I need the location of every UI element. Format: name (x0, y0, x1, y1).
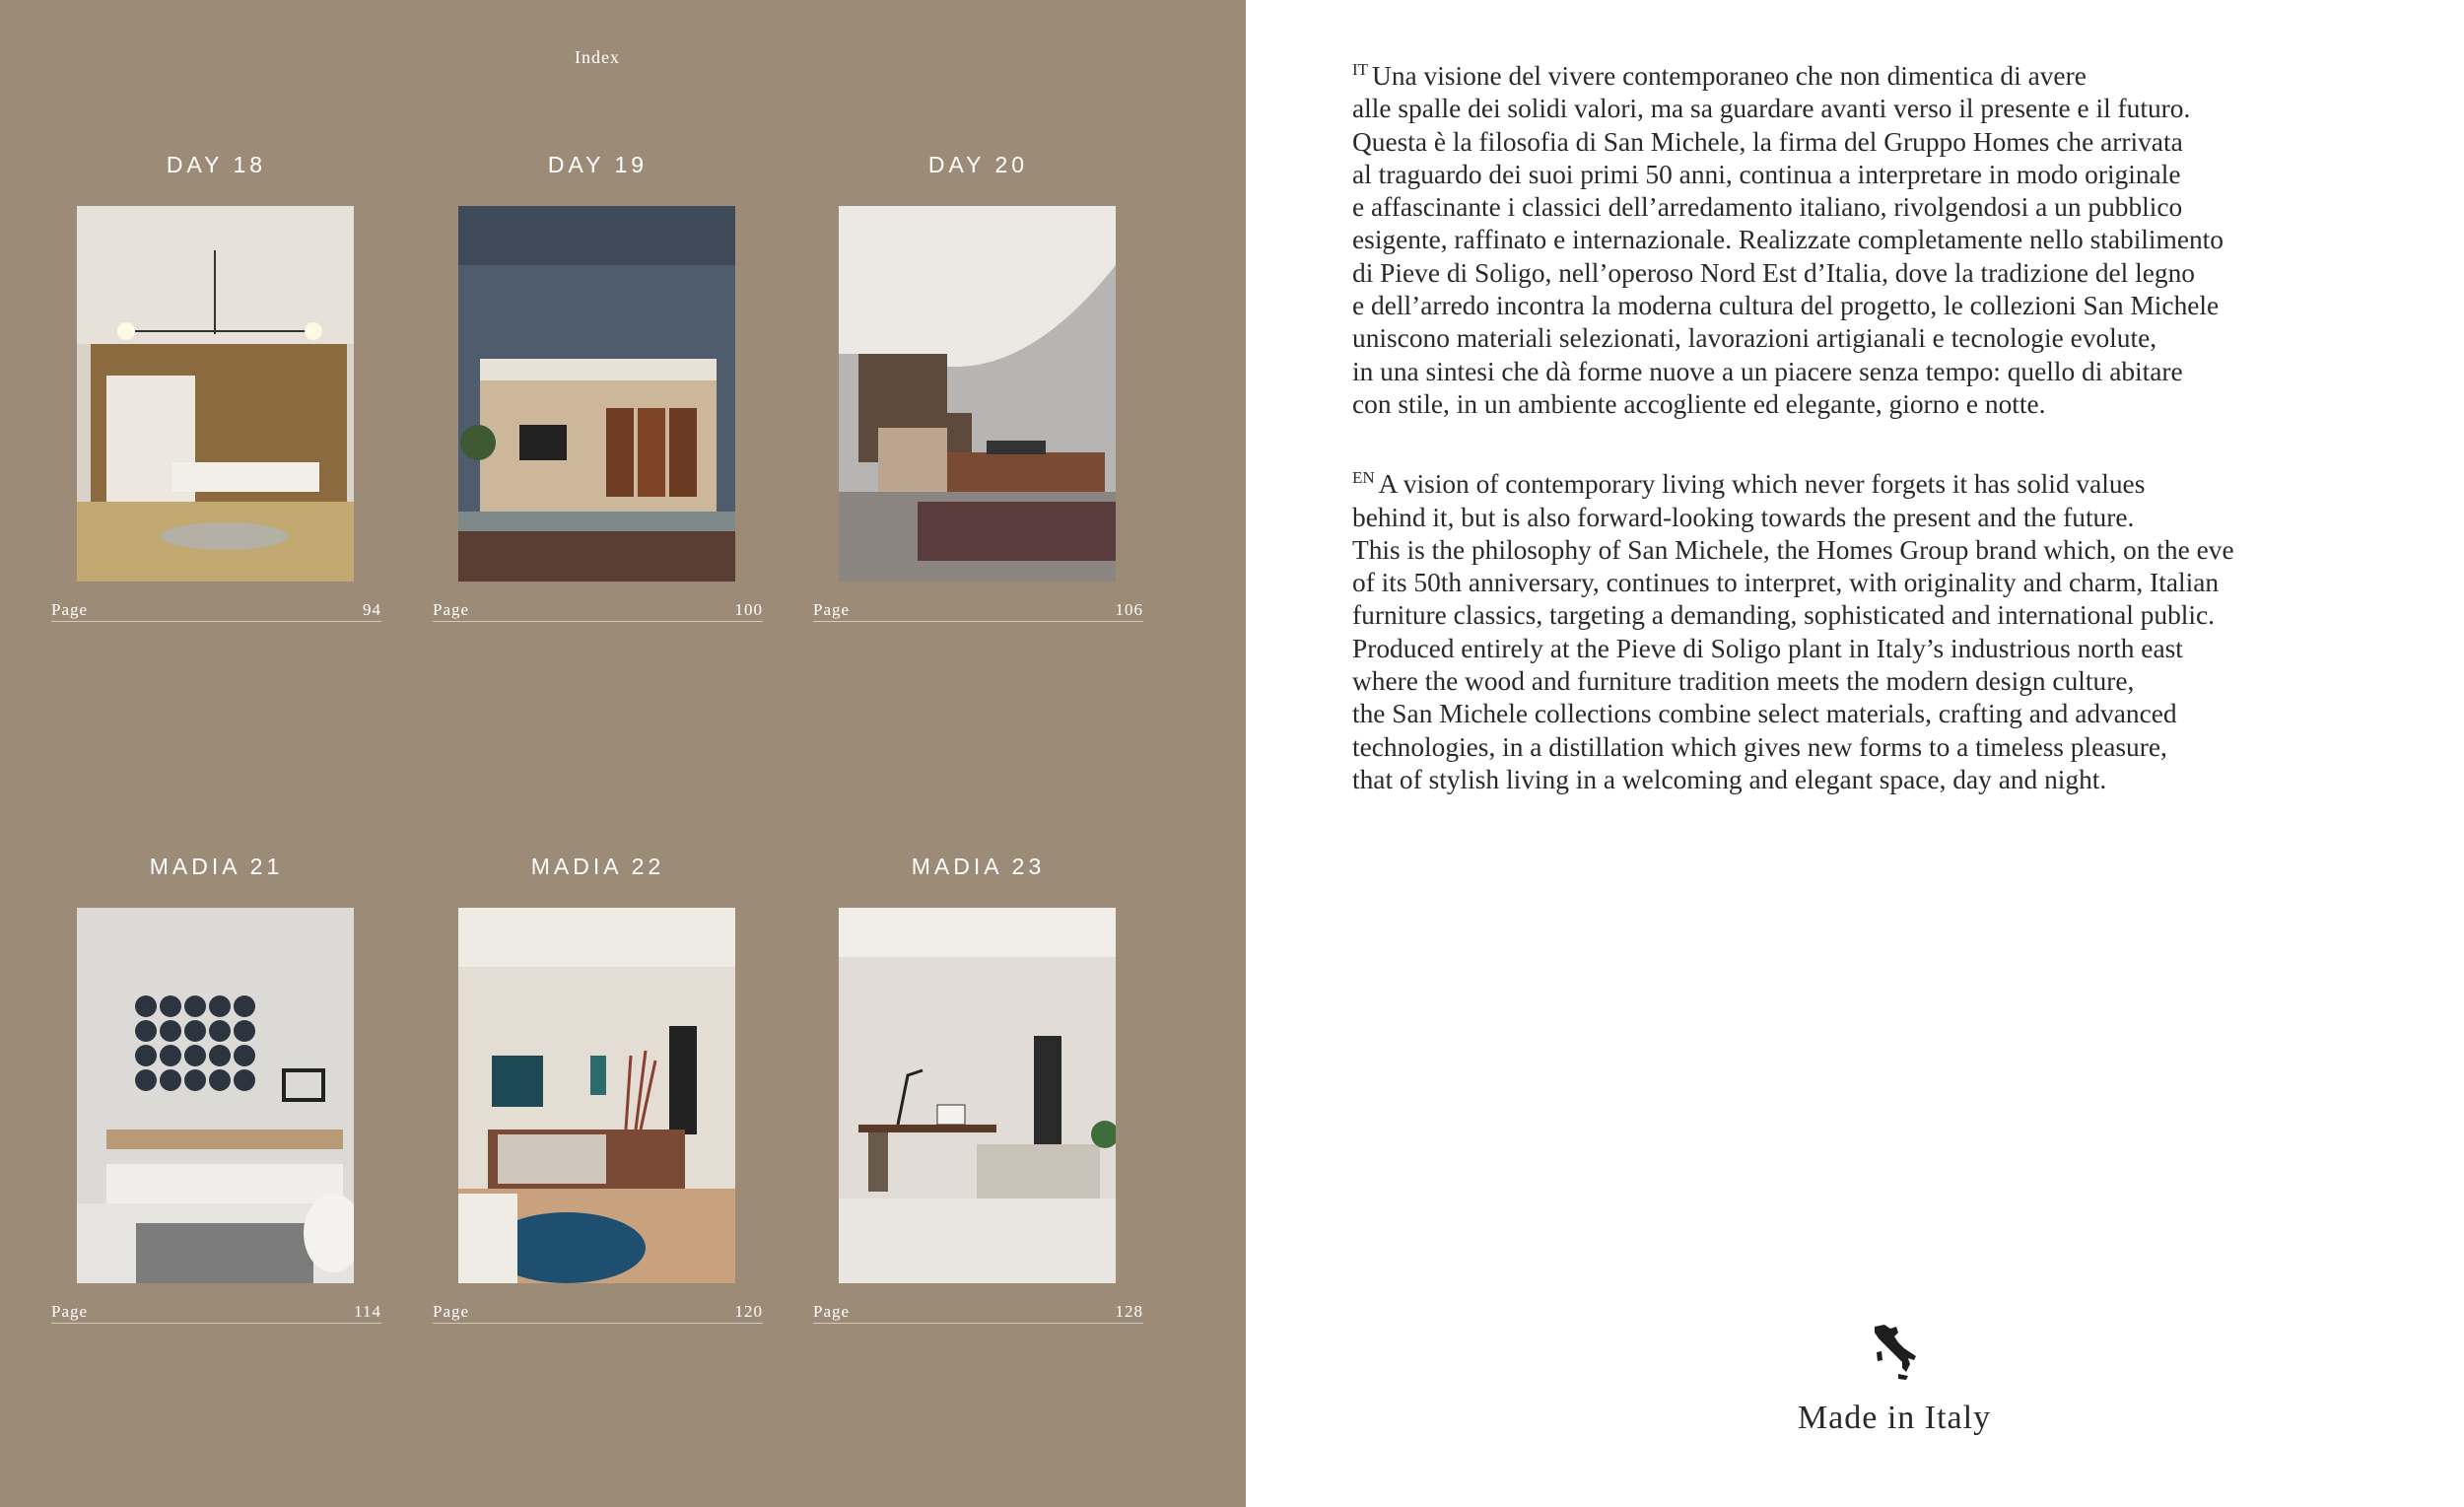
card-title: MADIA 22 (530, 854, 665, 879)
card-title: DAY 18 (166, 152, 267, 177)
paragraph-english (1352, 461, 2446, 796)
page-label: Page (813, 600, 851, 619)
intro-text (1352, 53, 2446, 796)
page-number: 100 (734, 600, 763, 619)
page-label: Page (51, 1302, 89, 1321)
product-photo-day-20[interactable] (839, 206, 1116, 582)
card-footer (51, 1302, 381, 1324)
card-footer (433, 600, 763, 622)
italian-text: Una visione del vivere contemporaneo che non dimentica di avere alle spalle dei solidi valori, ma sa guardare avanti verso il presente e il futuro. Questa è la filosofia di San Michele, la firma del Gruppo Homes che arrivata al traguardo dei suoi primi 50 anni, continua a interpretare in modo originale e affascinante i classici dell’arredamento italiano, rivolgendosi a un pubblico esigente, raffinato e internazionale. Realizzate completamente nello stabilimento di Pieve di Soligo, nell’operoso Nord Est d’Italia, dove la tradizione del legno e dell’arredo incontra la moderna cultura del progetto, le collezioni San Michele uniscono materiali selezionati, lavorazioni artigianali e tecnologie evolute, in una sintesi che dà forme nuove a un piacere senza tempo: quello di abitare con stile, in un ambiente accogliente ed elegante, giorno e notte. (1352, 61, 2224, 419)
italy-map-icon (1869, 1323, 1920, 1382)
card-footer (813, 600, 1143, 622)
page-number: 106 (1115, 600, 1143, 619)
card-title: DAY 19 (547, 152, 649, 177)
language-tag-en: EN (1352, 468, 1375, 488)
product-photo-madia-21[interactable] (77, 908, 354, 1283)
index-label: Index (575, 47, 620, 67)
page-number: 120 (734, 1302, 763, 1321)
product-photo-day-18[interactable] (77, 206, 354, 582)
language-tag-it: IT (1352, 60, 1369, 79)
page-label: Page (433, 1302, 470, 1321)
card-title: DAY 20 (927, 152, 1029, 177)
page-label: Page (813, 1302, 851, 1321)
page-number: 114 (354, 1302, 381, 1321)
card-title: MADIA 23 (911, 854, 1046, 879)
card-title: MADIA 21 (149, 854, 284, 879)
product-photo-madia-23[interactable] (839, 908, 1116, 1283)
card-footer (813, 1302, 1143, 1324)
card-footer (51, 600, 381, 622)
page-label: Page (51, 600, 89, 619)
made-in-italy-label: Made in Italy (1797, 1400, 1992, 1436)
product-photo-madia-22[interactable] (458, 908, 735, 1283)
product-photo-day-19[interactable] (458, 206, 735, 582)
paragraph-italian (1352, 53, 2446, 421)
page-number: 128 (1115, 1302, 1143, 1321)
card-footer (433, 1302, 763, 1324)
english-text: A vision of contemporary living which never forgets it has solid values behind it, but is also forward-looking towards the present and the future. This is the philosophy of San Michele, the Homes Group brand which, on the eve of its 50th anniversary, continues to interpret, with originality and charm, Italian furniture classics, targeting a demanding, sophisticated and international public. Produced entirely at the Pieve di Soligo plant in Italy’s industrious north east where the wood and furniture tradition meets the modern design culture, the San Michele collections combine select materials, crafting and advanced technologies, in a distillation which gives new forms to a timeless pleasure, that of stylish living in a welcoming and elegant space, day and night. (1352, 469, 2234, 794)
page-label: Page (433, 600, 470, 619)
page-number: 94 (363, 600, 381, 619)
